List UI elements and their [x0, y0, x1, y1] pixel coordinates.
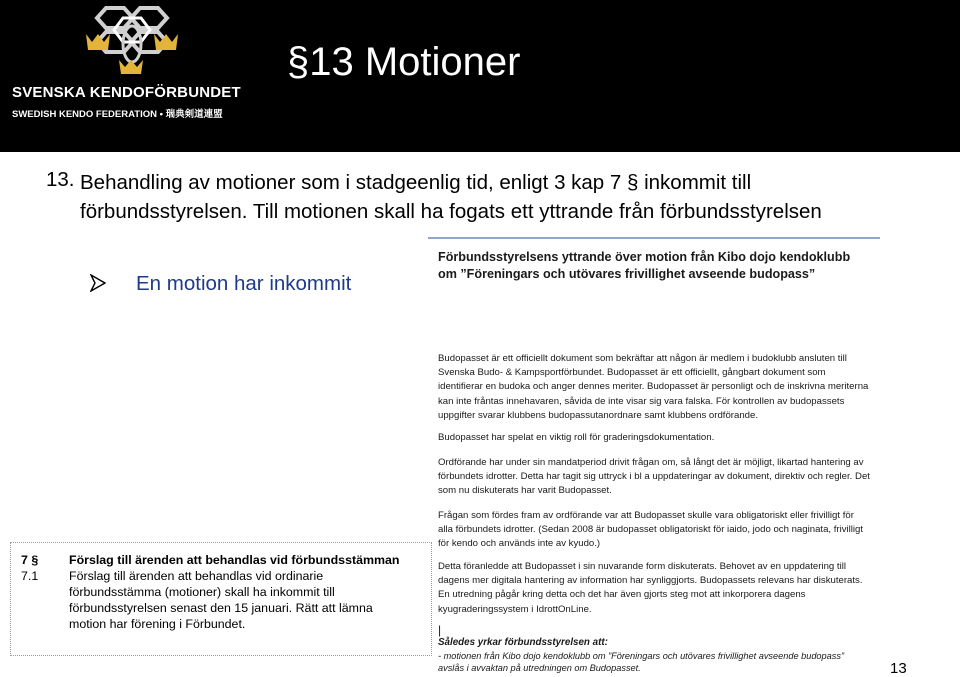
rule-line: Förslag till ärenden att behandlas vid ordinarie — [69, 569, 324, 583]
statute-excerpt — [10, 542, 432, 656]
kendo-emblem-icon — [6, 4, 254, 84]
item-text: Behandling av motioner som i stadgeenlig tid, enligt 3 kap 7 § inkommit till förbundsstyrelsen. Till motionen skall ha fogats ett yttrande från förbundsstyrelsen — [80, 171, 822, 223]
text-cursor: | — [438, 623, 442, 637]
rule-heading: Förslag till ärenden att behandlas vid förbundsstämman — [69, 553, 400, 567]
slide-header — [0, 0, 960, 152]
document-paragraph: Frågan som fördes fram av ordförande var att Budopasset skulle vara obligatoriskt eller frivilligt för alla förbundets idrotter. (Sedan 2008 är budopasset obligatoriskt för iaido, jodo och naginata, frivilligt för kendo och används inte av kyudo.) — [438, 510, 864, 550]
federation-logo — [6, 4, 254, 124]
document-paragraph: Ordförande har under sin mandatperiod drivit frågan om, så långt det är möjligt, likartad hantering av förbundets idrotter. Detta har tagit sig uttryck i bl a uppdateringar av dokument, direktiv och regler. Det som nu diskuterats har varit Budopasset. — [438, 457, 870, 497]
rule-number: 7 § — [21, 553, 39, 567]
document-heading: Förbundsstyrelsens yttrande över motion från Kibo dojo kendoklubb om ”Föreningars och utövares frivillighet avseende budopass” — [438, 250, 851, 281]
item-number: 13. — [46, 168, 75, 191]
claim-text: - motionen från Kibo dojo kendoklubb om ”Föreningars och utövares frivillighet avseende budopass” avslås i avvaktan på utredningen om Budopasset. — [438, 651, 845, 673]
claim-title: Således yrkar förbundsstyrelsen att: — [438, 637, 608, 648]
logo-name: SVENSKA KENDOFÖRBUNDET — [12, 84, 241, 101]
rule-line: motion har förening i Förbundet. — [69, 617, 246, 631]
rule-line: förbundsstämma (motioner) skall ha inkommit till — [69, 585, 335, 599]
document-paragraph: Budopasset är ett officiellt dokument som bekräftar att någon är medlem i budoklubb ansluten till Svenska Budo- & Kampsportförbundet. Budopasset är ett officiellt, gångbart dokument som identifierar en budoka och anger dennes meriter. Budopasset är personligt och de inskrivna meriterna kan inte fråntas innehavaren, såvida de inte visar sig vara falska. För kontrollen av budopassets uppgifter svarar klubbens budopassutanordnare samt klubbens ordförande. — [438, 353, 869, 421]
document-top-border — [428, 237, 880, 239]
rule-line: förbundsstyrelsen senast den 15 januari. Rätt att lämna — [69, 601, 373, 615]
slide-title: §13 Motioner — [287, 40, 521, 84]
arrow-bullet-icon — [90, 274, 106, 292]
document-paragraph: Detta föranledde att Budopasset i sin nuvarande form diskuterats. Behovet av en uppdatering till dagens mer digitala hantering av information har synliggjorts. Budopassets relevans har diskuterats. En utredning pågår kring detta och det har även gjorts steg mot att inkorporera dagens kyugraderingssystem i IdrottOnLine. — [438, 561, 863, 615]
logo-subtitle: SWEDISH KENDO FEDERATION • 瑞典剣道連盟 — [12, 109, 223, 120]
rule-number: 7.1 — [21, 569, 39, 583]
board-statement-document — [428, 237, 880, 676]
page-number: 13 — [890, 660, 907, 677]
document-paragraph: Budopasset har spelat en viktig roll för graderingsdokumentation. — [438, 432, 715, 443]
bullet-text: En motion har inkommit — [136, 272, 352, 295]
